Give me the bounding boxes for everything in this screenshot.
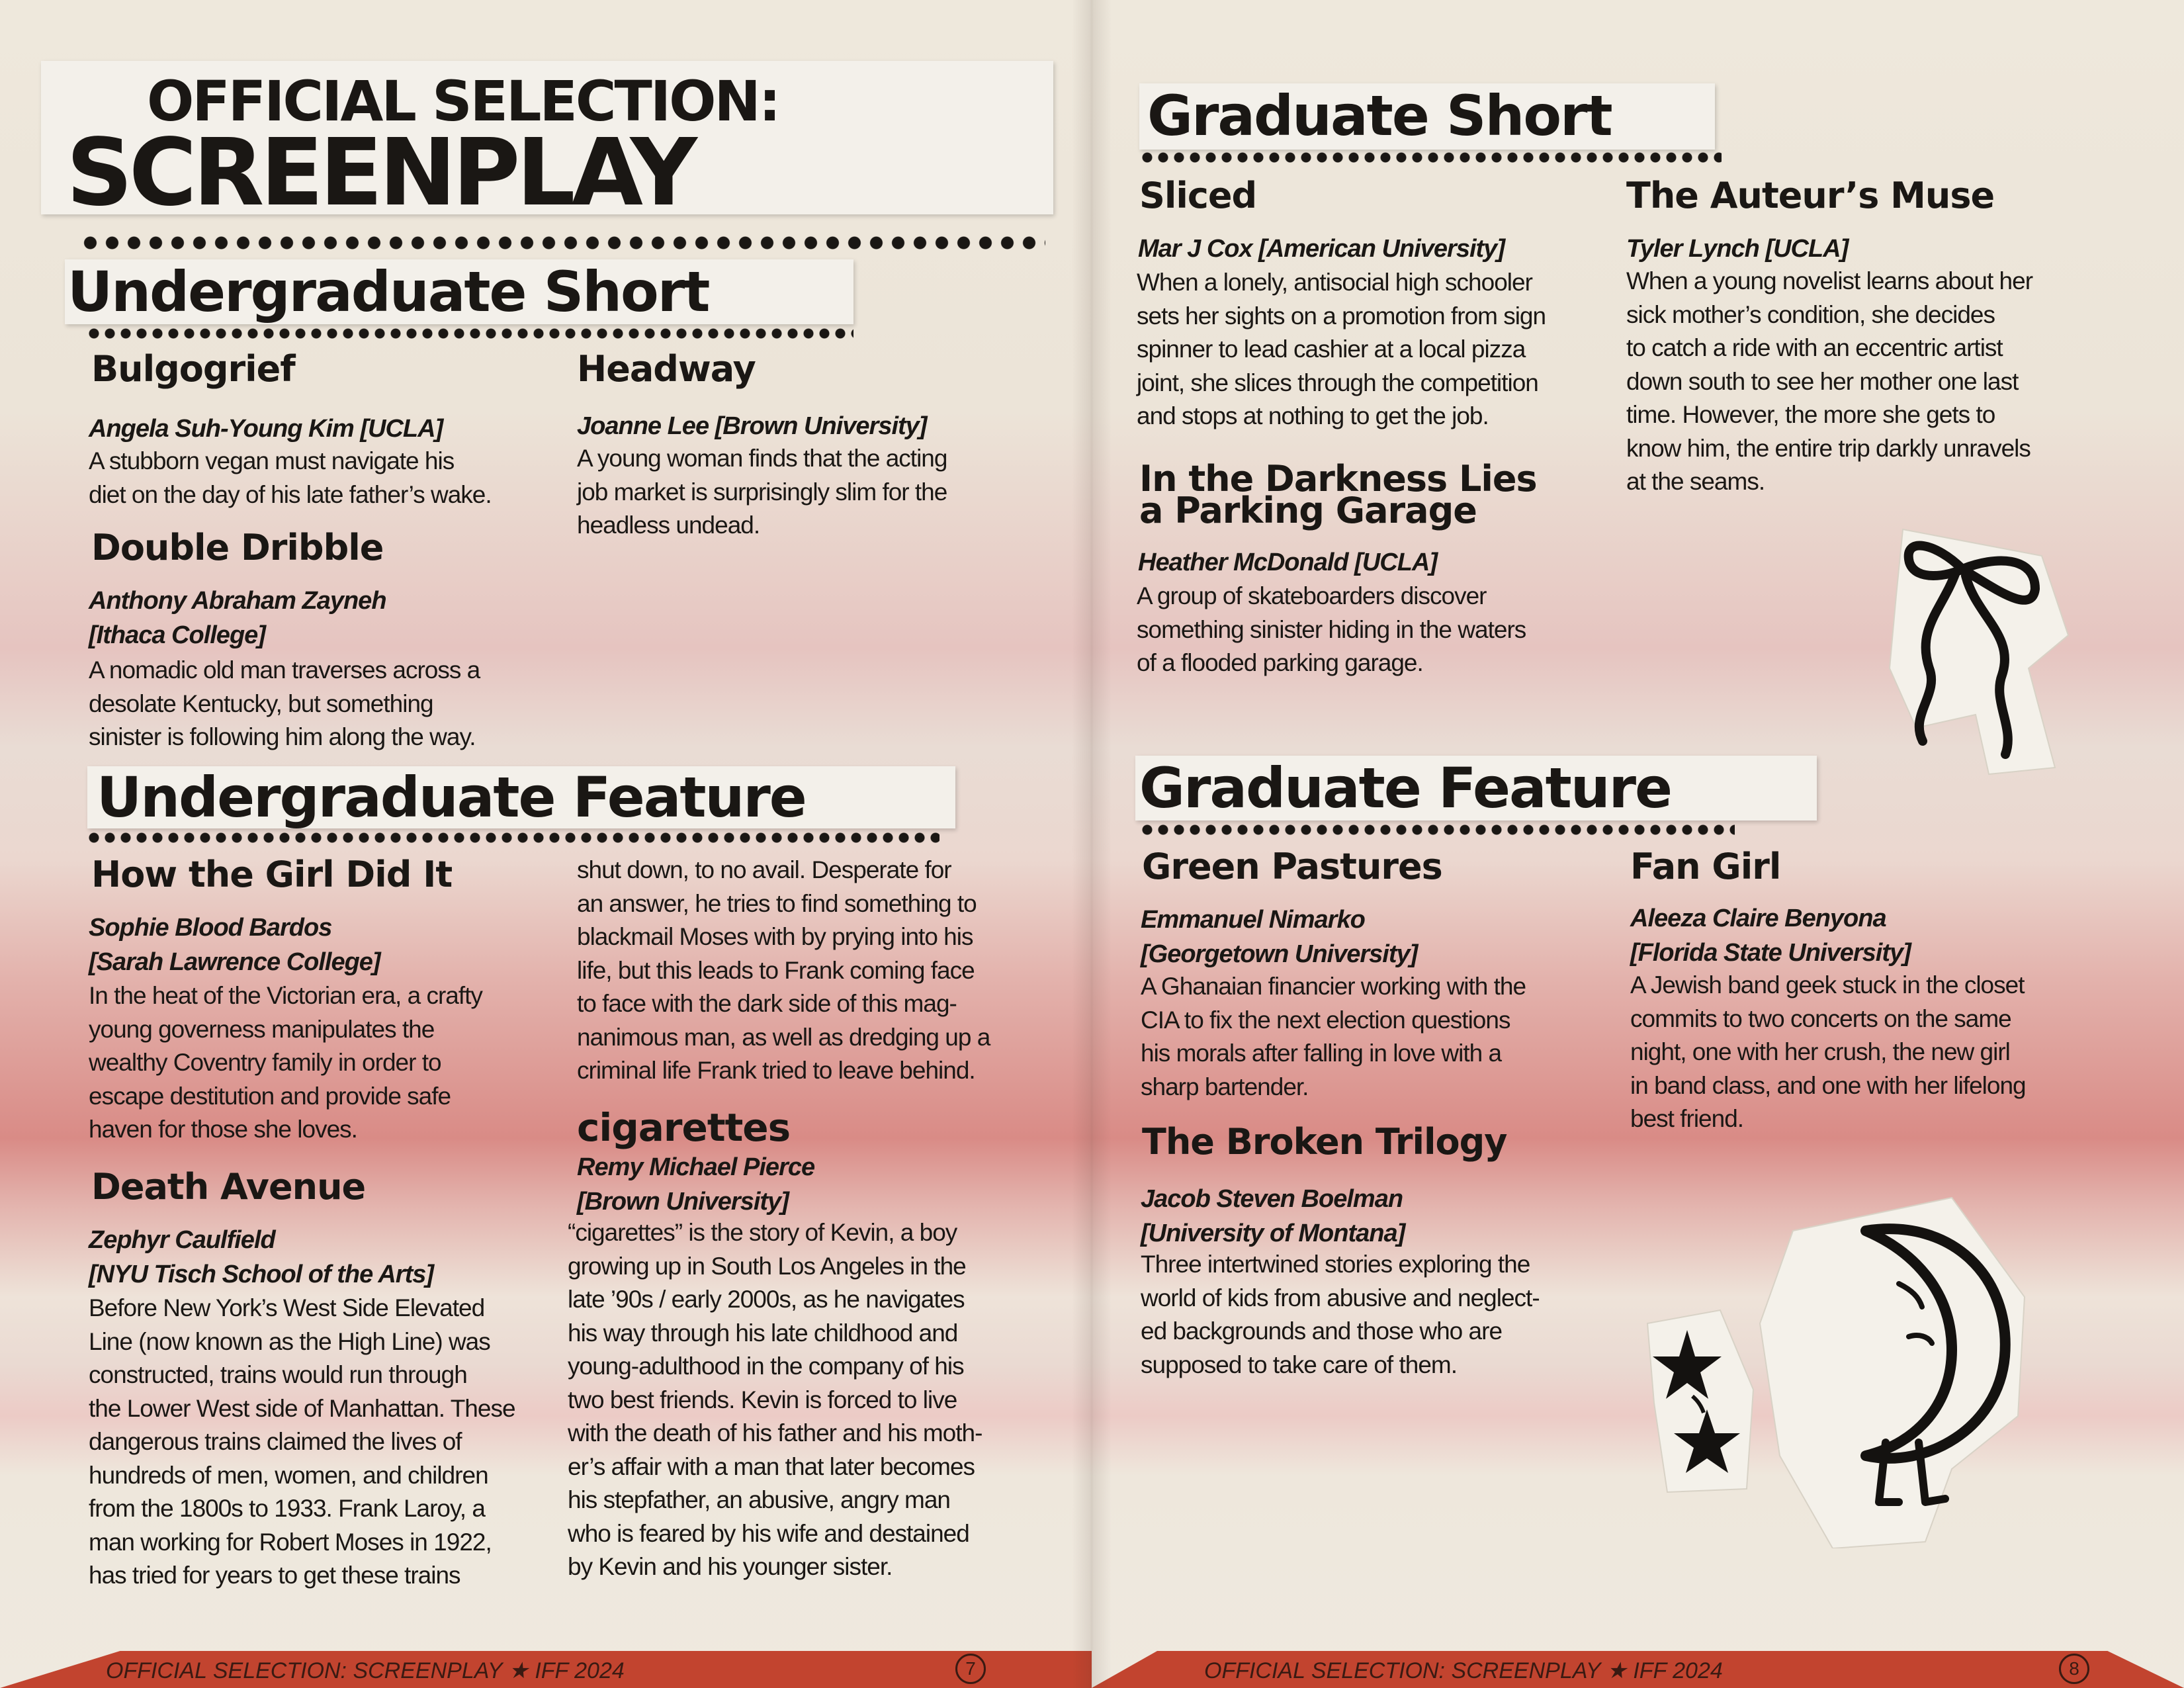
section-heading-grad-feature: Graduate Feature — [1139, 756, 1672, 821]
film-description — [89, 654, 565, 754]
film-description-continued — [577, 854, 1053, 1088]
right-page — [1092, 0, 2184, 1688]
page-number: 7 — [955, 1654, 986, 1684]
credit-line: [Florida State University] — [1630, 939, 1911, 967]
film-credit — [1626, 232, 2103, 266]
credit-line: Aleeza Claire Benyona — [1630, 905, 1886, 932]
desc-line: A group of skateboarders discover — [1137, 582, 1487, 609]
film-title: Double Dribble — [91, 527, 384, 568]
credit-line: [NYU Tisch School of the Arts] — [89, 1261, 434, 1288]
desc-line: A Jewish band geek stuck in the closet — [1630, 971, 2025, 999]
film-description — [1137, 266, 1626, 433]
film-description — [1137, 580, 1626, 680]
desc-line: growing up in South Los Angeles in the — [568, 1252, 966, 1280]
film-title: The Auteur’s Muse — [1626, 175, 1995, 216]
desc-line: A young woman finds that the acting — [577, 445, 947, 472]
credit-line: Sophie Blood Bardos — [89, 914, 332, 942]
desc-line: supposed to take care of them. — [1141, 1351, 1458, 1378]
desc-line: blackmail Moses with by prying into his — [577, 923, 973, 950]
section-heading-undergrad-short: Undergraduate Short — [67, 259, 709, 324]
credit-line: Anthony Abraham Zayneh — [89, 587, 386, 615]
desc-line: spinner to lead cashier at a local pizza — [1137, 335, 1526, 363]
desc-line: to catch a ride with an eccentric artist — [1626, 334, 2003, 361]
credit-line: Heather McDonald [UCLA] — [1138, 549, 1438, 576]
desc-line: shut down, to no avail. Desperate for — [577, 856, 951, 883]
film-credit — [1141, 903, 1604, 971]
desc-line: two best friends. Kevin is forced to live — [568, 1386, 957, 1413]
film-title: Green Pastures — [1142, 846, 1442, 887]
film-title: cigarettes — [577, 1105, 791, 1150]
film-description — [1626, 265, 2129, 499]
desc-line: to face with the dark side of this mag- — [577, 990, 957, 1017]
desc-line: something sinister hiding in the waters — [1137, 615, 1526, 643]
desc-line: “cigarettes” is the story of Kevin, a boy — [568, 1219, 957, 1246]
film-credit — [1141, 1182, 1604, 1251]
desc-line: headless undead. — [577, 511, 760, 539]
desc-line: Three intertwined stories exploring the — [1141, 1251, 1530, 1278]
desc-line: wealthy Coventry family in order to — [89, 1049, 441, 1076]
stars-sticker — [1641, 1304, 1760, 1495]
title-line: In the Darkness Lies — [1139, 458, 1537, 500]
header-line-1: OFFICIAL SELECTION: — [147, 69, 779, 134]
desc-line: of a flooded parking garage. — [1137, 649, 1423, 676]
film-title: How the Girl Did It — [91, 854, 453, 895]
film-title: Death Avenue — [91, 1166, 366, 1208]
desc-line: A Ghanaian financier working with the — [1141, 973, 1526, 1000]
credit-line: Tyler Lynch [UCLA] — [1626, 235, 1849, 263]
desc-line: job market is surprisingly slim for the — [577, 478, 947, 506]
film-title: Headway — [577, 348, 756, 390]
film-title: Fan Girl — [1630, 846, 1781, 887]
desc-line: sinister is following him along the way. — [89, 723, 476, 750]
desc-line: er’s affair with a man that later becomes — [568, 1452, 975, 1480]
desc-line: has tried for years to get these trains — [89, 1562, 460, 1589]
film-description — [1630, 969, 2133, 1136]
desc-line: commits to two concerts on the same — [1630, 1004, 2011, 1032]
desc-line: haven for those she loves. — [89, 1116, 357, 1143]
desc-line: constructed, trains would run through — [89, 1361, 467, 1388]
credit-line: Emmanuel Nimarko — [1141, 906, 1365, 934]
desc-line: ed backgrounds and those who are — [1141, 1317, 1503, 1345]
section-heading-undergrad-feature: Undergraduate Feature — [97, 765, 806, 830]
desc-line: late ’90s / early 2000s, as he navigates — [568, 1286, 965, 1313]
credit-line: Angela Suh-Young Kim [UCLA] — [89, 415, 443, 443]
desc-line: sharp bartender. — [1141, 1073, 1309, 1100]
desc-line: at the seams. — [1626, 468, 1765, 495]
desc-line: criminal life Frank tried to leave behind. — [577, 1057, 975, 1084]
center-gutter — [1072, 0, 1112, 1688]
desc-line: who is feared by his wife and destained — [568, 1519, 969, 1547]
film-description — [89, 1292, 572, 1593]
credit-line: Remy Michael Pierce — [577, 1153, 815, 1181]
dotted-divider — [1139, 151, 1722, 164]
desc-line: joint, she slices through the competition — [1137, 369, 1538, 396]
desc-line: young-adulthood in the company of his — [568, 1353, 964, 1380]
desc-line: with the death of his father and his moth- — [568, 1419, 983, 1446]
film-credit — [89, 911, 552, 979]
footer-text: OFFICIAL SELECTION: SCREENPLAY ★ IFF 2024 — [1204, 1658, 1723, 1683]
film-credit — [89, 584, 552, 652]
credit-line: Joanne Lee [Brown University] — [577, 412, 927, 440]
dotted-divider — [86, 831, 939, 844]
dotted-divider — [1139, 823, 1735, 836]
credit-line: Jacob Steven Boelman — [1141, 1185, 1403, 1213]
desc-line: When a lonely, antisocial high schooler — [1137, 269, 1532, 296]
film-title: The Broken Trilogy — [1142, 1121, 1507, 1163]
desc-line: his morals after falling in love with a — [1141, 1040, 1502, 1067]
film-credit — [1138, 545, 1614, 580]
desc-line: desolate Kentucky, but something — [89, 689, 433, 717]
desc-line: When a young novelist learns about her — [1626, 267, 2033, 294]
desc-line: man working for Robert Moses in 1922, — [89, 1528, 492, 1556]
desc-line: and stops at nothing to get the job. — [1137, 402, 1489, 429]
film-credit — [1138, 232, 1614, 266]
film-title — [1139, 458, 1537, 531]
footer-text: OFFICIAL SELECTION: SCREENPLAY ★ IFF 2024 — [106, 1658, 625, 1683]
crescent-moon-sticker — [1753, 1191, 2031, 1548]
credit-line: Mar J Cox [American University] — [1138, 235, 1505, 263]
credit-line: [Sarah Lawrence College] — [89, 948, 380, 976]
desc-line: in band class, and one with her lifelong — [1630, 1071, 2026, 1099]
desc-line: life, but this leads to Frank coming face — [577, 956, 975, 984]
ribbon-sticker — [1876, 516, 2075, 781]
film-title: Bulgogrief — [91, 348, 295, 390]
desc-line: time. However, the more she gets to — [1626, 401, 1995, 428]
desc-line: sets her sights on a promotion from sign — [1137, 302, 1546, 330]
desc-line: by Kevin and his younger sister. — [568, 1553, 893, 1580]
film-description — [568, 1216, 1057, 1584]
desc-line: night, one with her crush, the new girl — [1630, 1038, 2010, 1065]
desc-line: sick mother’s condition, she decides — [1626, 300, 1995, 328]
film-description — [89, 979, 565, 1147]
dotted-divider — [79, 234, 1045, 251]
desc-line: CIA to fix the next election questions — [1141, 1006, 1510, 1034]
desc-line: diet on the day of his late father’s wake. — [89, 480, 492, 508]
credit-line: [Brown University] — [577, 1188, 789, 1216]
desc-line: world of kids from abusive and neglect- — [1141, 1284, 1540, 1311]
page-number: 8 — [2059, 1654, 2089, 1684]
film-credit — [577, 409, 1040, 443]
desc-line: In the heat of the Victorian era, a crafty — [89, 982, 482, 1009]
section-heading-grad-short: Graduate Short — [1147, 83, 1612, 148]
film-description — [89, 445, 565, 511]
desc-line: the Lower West side of Manhattan. These — [89, 1394, 515, 1422]
desc-line: A nomadic old man traverses across a — [89, 656, 480, 684]
film-credit — [89, 1223, 565, 1292]
desc-line: hundreds of men, women, and children — [89, 1461, 488, 1489]
dotted-divider — [86, 327, 853, 340]
film-description — [1141, 970, 1630, 1104]
desc-line: best friend. — [1630, 1105, 1744, 1132]
desc-line: Before New York’s West Side Elevated — [89, 1294, 485, 1321]
film-description — [1141, 1248, 1630, 1382]
credit-line: Zephyr Caulfield — [89, 1226, 275, 1254]
desc-line: down south to see her mother one last — [1626, 367, 2019, 395]
desc-line: from the 1800s to 1933. Frank Laroy, a — [89, 1495, 485, 1522]
desc-line: nanimous man, as well as dredging up a — [577, 1023, 990, 1051]
film-description — [577, 442, 1053, 543]
desc-line: his way through his late childhood and — [568, 1319, 958, 1347]
desc-line: Line (now known as the High Line) was — [89, 1327, 490, 1355]
desc-line: A stubborn vegan must navigate his — [89, 447, 455, 474]
desc-line: young governess manipulates the — [89, 1015, 435, 1043]
desc-line: his stepfather, an abusive, angry man — [568, 1486, 950, 1513]
credit-line: [Georgetown University] — [1141, 940, 1418, 968]
header-line-2: SCREENPLAY — [66, 119, 693, 227]
desc-line: an answer, he tries to find something to — [577, 889, 977, 917]
desc-line: dangerous trains claimed the lives of — [89, 1428, 462, 1455]
credit-line: [Ithaca College] — [89, 621, 265, 649]
film-title: Sliced — [1139, 175, 1257, 216]
desc-line: escape destitution and provide safe — [89, 1082, 451, 1110]
film-credit — [1630, 901, 2107, 970]
film-credit — [89, 412, 552, 446]
desc-line: know him, the entire trip darkly unravels — [1626, 434, 2031, 462]
credit-line: [University of Montana] — [1141, 1220, 1405, 1247]
film-credit — [577, 1150, 1053, 1219]
title-line: a Parking Garage — [1139, 490, 1477, 531]
